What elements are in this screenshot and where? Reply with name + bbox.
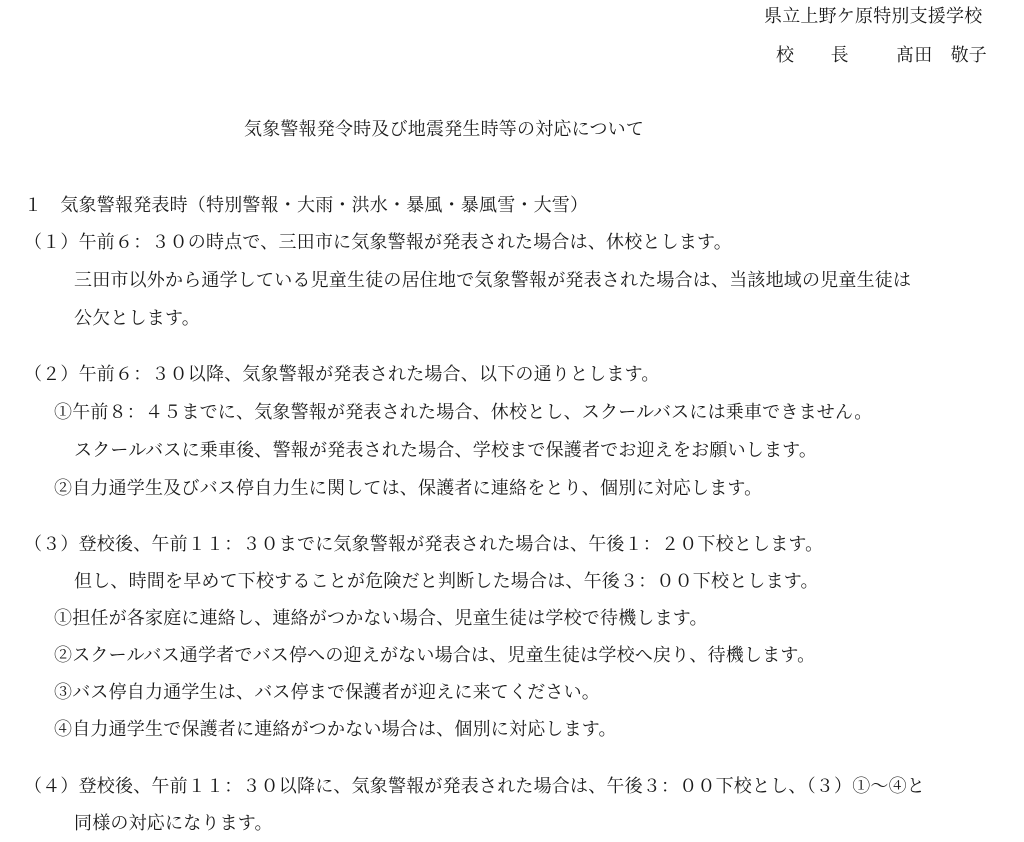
item-1-line-1: （１）午前６：３０の時点で、三田市に気象警報が発表された場合は、休校とします。 <box>24 232 732 253</box>
item-2-line-1: （２）午前６：３０以降、気象警報が発表された場合、以下の通りとします。 <box>24 364 660 385</box>
item-2-sub-2: ②自力通学生及びバス停自力生に関しては、保護者に連絡をとり、個別に対応します。 <box>54 478 763 499</box>
item-3-sub-3: ③バス停自力通学生は、バス停まで保護者が迎えに来てください。 <box>54 682 600 703</box>
item-1-line-3: 公欠とします。 <box>74 308 200 329</box>
item-3-line-2: 但し、時間を早めて下校することが危険だと判断した場合は、午後３：００下校とします。 <box>74 571 819 592</box>
item-3-sub-2: ②スクールバス通学者でバス停への迎えがない場合は、児童生徒は学校へ戻り、待機します。 <box>54 645 816 666</box>
item-3-sub-1: ①担任が各家庭に連絡し、連絡がつかない場合、児童生徒は学校で待機します。 <box>54 608 708 629</box>
item-2-sub-1: ①午前８：４５までに、気象警報が発表された場合、休校とし、スクールバスには乗車できません。 <box>54 402 873 423</box>
school-name: 県立上野ケ原特別支援学校 <box>764 6 983 27</box>
item-2-sub-1-cont: スクールバスに乗車後、警報が発表された場合、学校まで保護者でお迎えをお願いします。 <box>74 440 818 461</box>
item-4-line-1: （４）登校後、午前１１：３０以降に、気象警報が発表された場合は、午後３：００下校とし、（３）①～④と <box>24 776 925 797</box>
section-heading: １ 気象警報発表時（特別警報・大雨・洪水・暴風・暴風雪・大雪） <box>24 195 589 216</box>
item-1-line-2: 三田市以外から通学している児童生徒の居住地で気象警報が発表された場合は、当該地域の児童生徒は <box>74 270 912 291</box>
principal-title: 校 長 <box>776 45 849 66</box>
principal-name: 髙田 敬子 <box>896 45 987 66</box>
item-4-line-2: 同様の対応になります。 <box>74 813 273 834</box>
item-3-sub-4: ④自力通学生で保護者に連絡がつかない場合は、個別に対応します。 <box>54 719 617 740</box>
page-title: 気象警報発令時及び地震発生時等の対応について <box>244 119 645 140</box>
item-3-line-1: （３）登校後、午前１１：３０までに気象警報が発表された場合は、午後１：２０下校とします。 <box>24 534 824 555</box>
